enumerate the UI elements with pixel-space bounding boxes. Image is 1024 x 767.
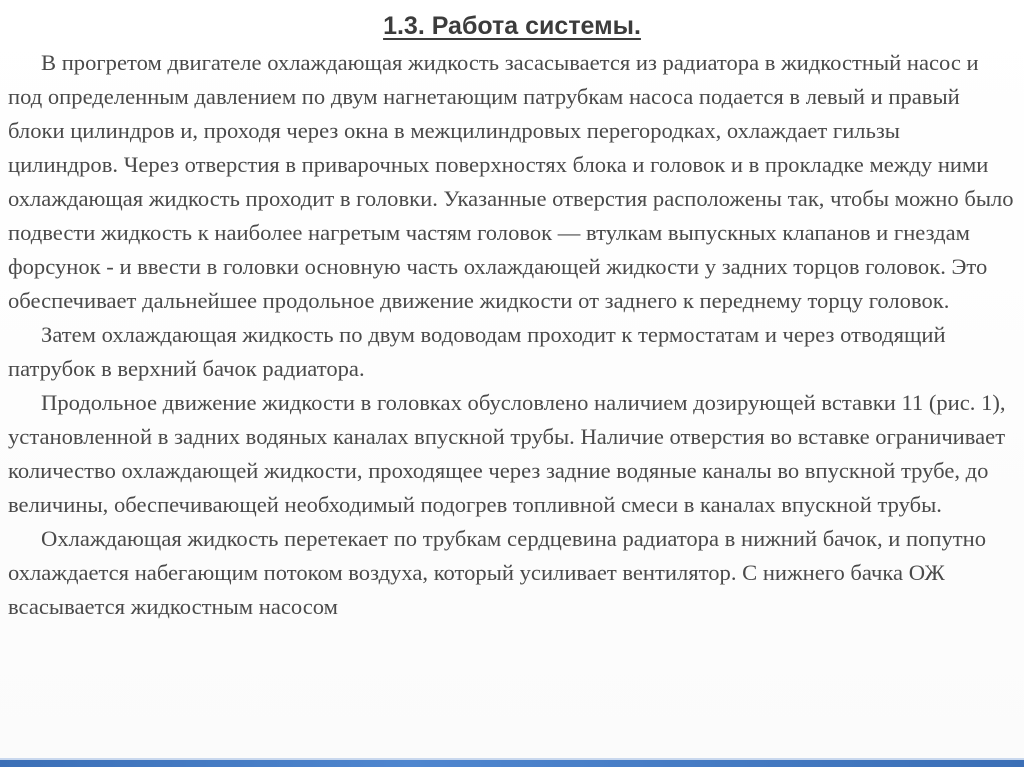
paragraph-radiator: Охлаждающая жидкость перетекает по трубкам сердцевина радиатора в нижний бачок, и попутно охлаждается набегающим потоком воздуха, который усиливает вентилятор. С нижнего бачка ОЖ всасывается жидкостным насосом xyxy=(8,526,987,619)
slide-title: 1.3. Работа системы. xyxy=(383,12,641,40)
paragraph-cooling-flow: В прогретом двигателе охлаждающая жидкость засасывается из радиатора в жидкостный насос и под определенным давлением по двум нагнетающим патрубкам насоса подается в левый и правый блоки цилиндров и, проходя через окна в межцилиндровых перегородках, охлаждает гильзы цилиндров. Через отверстия в приварочных поверхностях блока и головок и в прокладке между ними охлаждающая жидкость проходит в головки. Указанные отверстия расположены так, чтобы можно было подвести жидкость к наиболее нагретым частям головок — втулкам выпускных клапанов и гнездам форсунок - и ввести в головки основную часть охлаждающей жидкости у задних торцов головок. Это обеспечивает дальнейшее продольное движение жидкости от заднего к переднему торцу головок. xyxy=(8,50,1014,313)
slide-body xyxy=(8,46,1014,624)
bottom-accent-bar xyxy=(0,760,1024,767)
paragraph-dosing-insert: Продольное движение жидкости в головках обусловлено наличием дозирующей вставки 11 (рис. 1), установленной в задних водяных каналах впускной трубы. Наличие отверстия во вставке ограничивает количество охлаждающей жидкости, проходящее через задние водяные каналы во впускной трубе, до величины, обеспечивающей необходимый подогрев топливной смеси в каналах впускной трубы. xyxy=(8,390,1006,517)
paragraph-thermostat: Затем охлаждающая жидкость по двум водоводам проходит к термостатам и через отводящий патрубок в верхний бачок радиатора. xyxy=(8,322,946,381)
